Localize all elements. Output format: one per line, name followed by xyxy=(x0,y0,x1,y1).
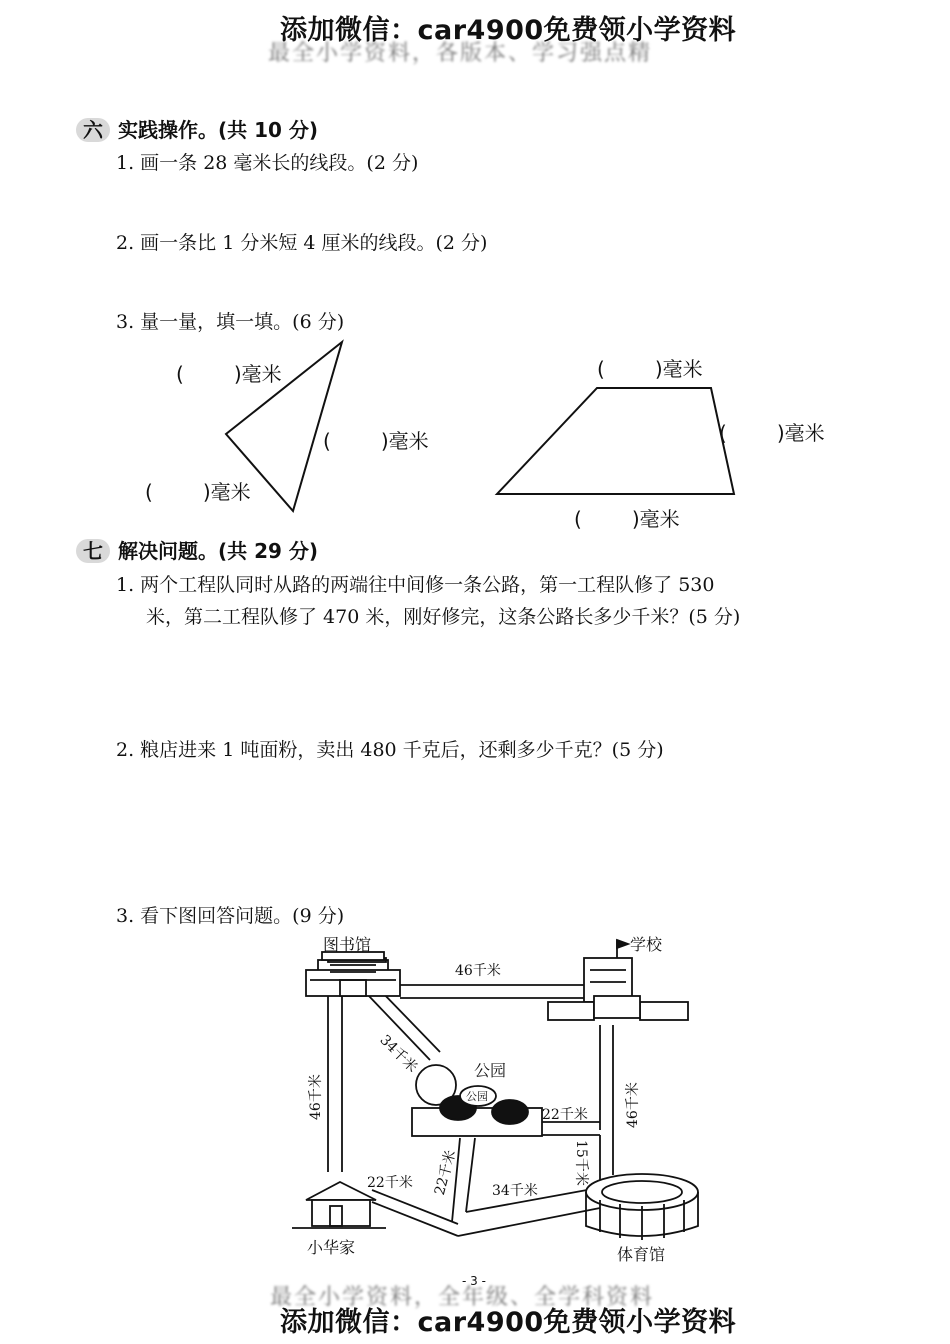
s7-question-2: 2. 粮店进来 1 吨面粉，卖出 480 千克后，还剩多少千克？(5 分) xyxy=(116,739,664,761)
distance-park-right: 22千米 xyxy=(542,1107,588,1123)
watermark-top: 添加微信：car4900免费领小学资料 xyxy=(280,15,737,46)
distance-library-school: 46千米 xyxy=(455,963,501,979)
page-number: - 3 - xyxy=(462,1274,486,1288)
blank-triangle-bottom[interactable]: ( )毫米 xyxy=(145,480,251,504)
label-school: 学校 xyxy=(630,935,663,954)
distance-home-junction: 22千米 xyxy=(367,1175,413,1191)
label-park: 公园 xyxy=(474,1061,507,1080)
label-stadium: 体育馆 xyxy=(617,1245,666,1264)
distance-park-down: 22千米 xyxy=(431,1148,460,1197)
blank-trapezoid-top[interactable]: ( )毫米 xyxy=(597,357,703,381)
s6-question-3: 3. 量一量，填一填。(6 分) xyxy=(116,311,345,333)
school-building xyxy=(548,940,688,1020)
watermark-ghost-bottom: 最全小学资料，全年级、全学科资料 xyxy=(270,1285,655,1310)
section-6-badge: 六 xyxy=(76,118,110,142)
watermark-bottom: 添加微信：car4900免费领小学资料 xyxy=(280,1307,737,1338)
section-7-badge: 七 xyxy=(76,539,110,563)
s7-question-3: 3. 看下图回答问题。(9 分) xyxy=(116,905,345,927)
s6-question-1: 1. 画一条 28 毫米长的线段。(2 分) xyxy=(116,152,419,174)
distance-library-park: 34千米 xyxy=(376,1032,421,1076)
distance-junction-stadium: 34千米 xyxy=(492,1183,538,1199)
s7-question-1-line-1: 1. 两个工程队同时从路的两端往中间修一条公路，第一工程队修了 530 xyxy=(116,574,715,596)
blank-trapezoid-right[interactable]: ( )毫米 xyxy=(719,421,825,445)
stadium-illustration xyxy=(586,1174,698,1240)
blank-triangle-right[interactable]: ( )毫米 xyxy=(323,429,429,453)
label-park-sign: 公园 xyxy=(466,1090,488,1103)
label-home: 小华家 xyxy=(307,1238,356,1257)
library-building xyxy=(306,952,400,996)
blank-trapezoid-bottom[interactable]: ( )毫米 xyxy=(574,507,680,531)
blank-triangle-top[interactable]: ( )毫米 xyxy=(176,362,282,386)
s7-question-1-line-2: 米，第二工程队修了 470 米，刚好修完，这条公路长多少千米？(5 分) xyxy=(146,606,741,628)
distance-school-stadium: 46千米 xyxy=(625,1082,641,1128)
distance-library-home: 46千米 xyxy=(308,1074,324,1120)
label-library: 图书馆 xyxy=(323,935,372,954)
section-6-title: 实践操作。(共 10 分) xyxy=(118,118,319,142)
section-7-title: 解决问题。(共 29 分) xyxy=(118,539,319,563)
s6-question-2: 2. 画一条比 1 分米短 4 厘米的线段。(2 分) xyxy=(116,232,488,254)
distance-small-stadium: 15千米 xyxy=(573,1140,589,1186)
watermark-ghost-top: 最全小学资料，各版本、学习强点精 xyxy=(268,41,653,66)
